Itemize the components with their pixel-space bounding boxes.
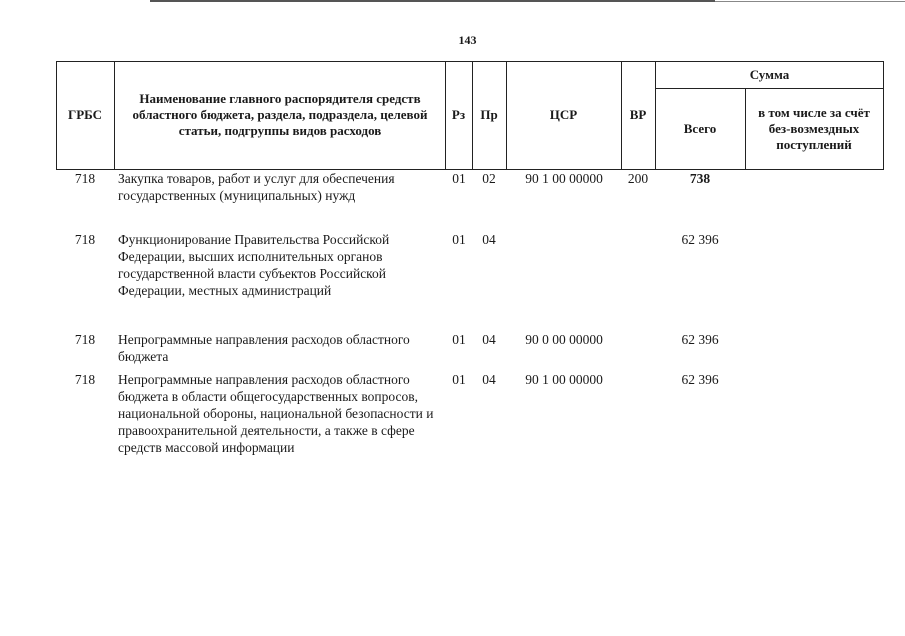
header-free: в том числе за счёт без-возмездных поступлений: [758, 104, 870, 152]
cell-grbs: 718: [74, 332, 96, 347]
cell-rz: 01: [452, 171, 466, 186]
cell-csr: 90 1 00 00000: [525, 372, 603, 387]
cell-pr: 02: [482, 171, 496, 186]
cell-total: 62 396: [681, 372, 719, 387]
cell-grbs: 718: [74, 171, 96, 186]
cell-csr: 90 0 00 00000: [525, 332, 603, 347]
table-header: [56, 61, 884, 170]
cell-total: 62 396: [681, 332, 719, 347]
page-number: 143: [458, 33, 477, 47]
cell-name: Непрограммные направления расходов областного бюджета: [118, 332, 410, 364]
header-csr: ЦСР: [549, 107, 578, 122]
header-sum: Сумма: [749, 66, 790, 82]
header-vr: ВР: [629, 107, 647, 122]
scan-top-rule: [150, 0, 715, 2]
header-grbs: ГРБС: [67, 107, 103, 122]
column-divider: [745, 88, 746, 170]
cell-pr: 04: [482, 332, 496, 347]
cell-rz: 01: [452, 332, 466, 347]
header-rz: Рз: [451, 107, 466, 122]
header-pr: Пр: [480, 107, 498, 122]
cell-total: 738: [689, 171, 711, 186]
cell-name: Функционирование Правительства Российской Федерации, высших исполнительных органов государственной власти субъектов Российской Федерации, местных администраций: [118, 232, 390, 298]
cell-pr: 04: [482, 372, 496, 387]
cell-rz: 01: [452, 232, 466, 247]
header-name: Наименование главного распорядителя средств областного бюджета, раздела, подраздела, целевой статьи, подгруппы видов расходов: [132, 91, 428, 138]
cell-vr: 200: [627, 171, 649, 186]
cell-rz: 01: [452, 372, 466, 387]
column-divider: [114, 61, 115, 170]
cell-pr: 04: [482, 232, 496, 247]
cell-csr: 90 1 00 00000: [525, 171, 603, 186]
cell-grbs: 718: [74, 372, 96, 387]
cell-total: 62 396: [681, 232, 719, 247]
scan-top-rule: [715, 1, 905, 2]
cell-grbs: 718: [74, 232, 96, 247]
cell-name: Закупка товаров, работ и услуг для обеспечения государственных (муниципальных) нужд: [118, 171, 395, 203]
cell-name: Непрограммные направления расходов областного бюджета в области общегосударственных вопросов, национальной обороны, национальной безопасности и правоохранительной деятельности, а также в сфере средств массовой информации: [118, 372, 434, 455]
header-total: Всего: [683, 120, 717, 136]
